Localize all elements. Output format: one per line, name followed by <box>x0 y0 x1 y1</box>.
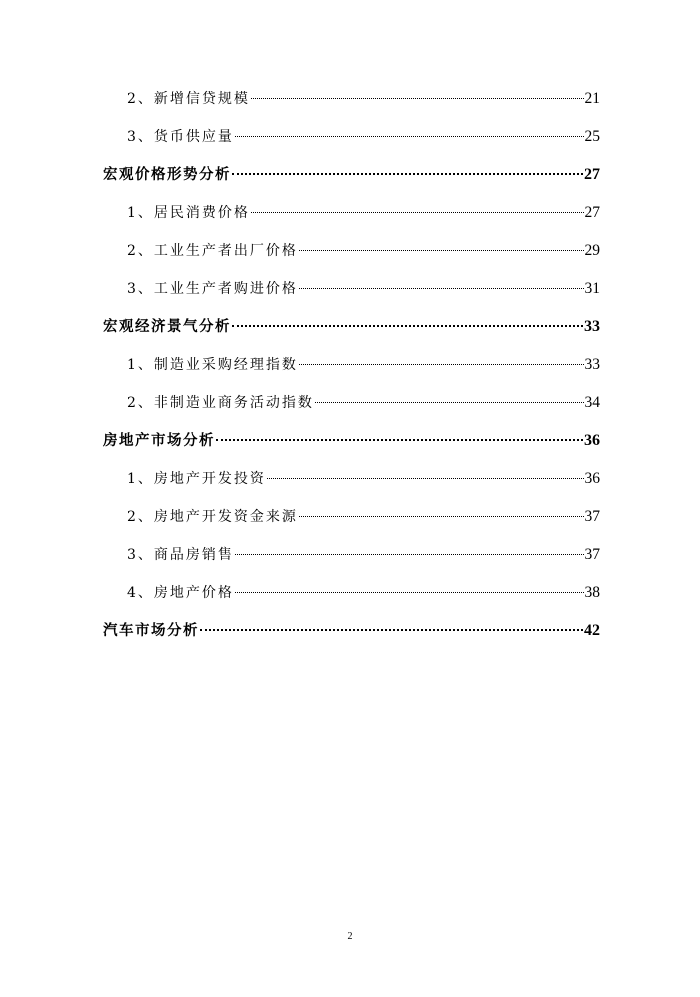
dot-leader <box>299 364 584 365</box>
dot-leader <box>232 173 583 175</box>
toc-entry-title: 2、房地产开发资金来源 <box>127 509 298 525</box>
toc-entry-page: 37 <box>584 546 600 563</box>
dot-leader <box>299 288 584 289</box>
toc-entry-title: 3、工业生产者购进价格 <box>127 281 298 297</box>
dot-leader <box>235 592 584 593</box>
toc-entry-housing-sales[interactable] <box>103 541 600 579</box>
toc-entry-title: 1、居民消费价格 <box>127 205 250 221</box>
page-number: 2 <box>347 931 353 942</box>
toc-entry-re-price[interactable] <box>103 579 600 617</box>
toc-entry-money-supply[interactable] <box>103 123 600 161</box>
toc-section-page: 36 <box>584 432 600 449</box>
toc-entry-page: 38 <box>584 584 600 601</box>
dot-leader <box>200 629 583 631</box>
dot-leader <box>299 516 584 517</box>
toc-section-title: 宏观价格形势分析 <box>103 166 231 183</box>
toc-entry-title: 2、非制造业商务活动指数 <box>127 395 314 411</box>
toc-section-title: 汽车市场分析 <box>103 622 199 639</box>
toc-section-page: 42 <box>584 622 600 639</box>
toc-entry-title: 3、商品房销售 <box>127 547 234 563</box>
toc-entry-re-investment[interactable] <box>103 465 600 503</box>
dot-leader <box>299 250 584 251</box>
toc-entry-page: 31 <box>584 280 600 297</box>
toc-entry-title: 4、房地产价格 <box>127 585 234 601</box>
toc-entry-ppi[interactable] <box>103 237 600 275</box>
dot-leader <box>232 325 583 327</box>
toc-entry-page: 34 <box>584 394 600 411</box>
toc-entry-title: 2、新增信贷规模 <box>127 91 250 107</box>
toc-entry-page: 37 <box>584 508 600 525</box>
toc-section-real-estate[interactable] <box>103 427 600 465</box>
toc-entry-title: 3、货币供应量 <box>127 129 234 145</box>
toc-entry-non-manufacturing[interactable] <box>103 389 600 427</box>
toc-section-macro-price[interactable] <box>103 161 600 199</box>
dot-leader <box>251 98 584 99</box>
toc-entry-new-credit[interactable] <box>103 85 600 123</box>
dot-leader <box>235 136 584 137</box>
toc-section-title: 宏观经济景气分析 <box>103 318 231 335</box>
toc-entry-cpi[interactable] <box>103 199 600 237</box>
toc-entry-manufacturing-pmi[interactable] <box>103 351 600 389</box>
dot-leader <box>235 554 584 555</box>
toc-entry-page: 33 <box>584 356 600 373</box>
toc-entry-title: 1、房地产开发投资 <box>127 471 266 487</box>
toc-entry-title: 2、工业生产者出厂价格 <box>127 243 298 259</box>
toc-section-auto-market[interactable] <box>103 617 600 655</box>
dot-leader <box>267 478 584 479</box>
toc-section-title: 房地产市场分析 <box>103 432 215 449</box>
toc-entry-page: 25 <box>584 128 600 145</box>
toc-entry-ppirm[interactable] <box>103 275 600 313</box>
dot-leader <box>216 439 583 441</box>
toc-entry-page: 21 <box>584 90 600 107</box>
table-of-contents <box>103 85 600 655</box>
toc-entry-re-funding[interactable] <box>103 503 600 541</box>
dot-leader <box>315 402 584 403</box>
toc-entry-page: 36 <box>584 470 600 487</box>
toc-section-macro-climate[interactable] <box>103 313 600 351</box>
dot-leader <box>251 212 584 213</box>
toc-entry-page: 29 <box>584 242 600 259</box>
toc-section-page: 27 <box>584 166 600 183</box>
toc-entry-title: 1、制造业采购经理指数 <box>127 357 298 373</box>
toc-entry-page: 27 <box>584 204 600 221</box>
toc-section-page: 33 <box>584 318 600 335</box>
